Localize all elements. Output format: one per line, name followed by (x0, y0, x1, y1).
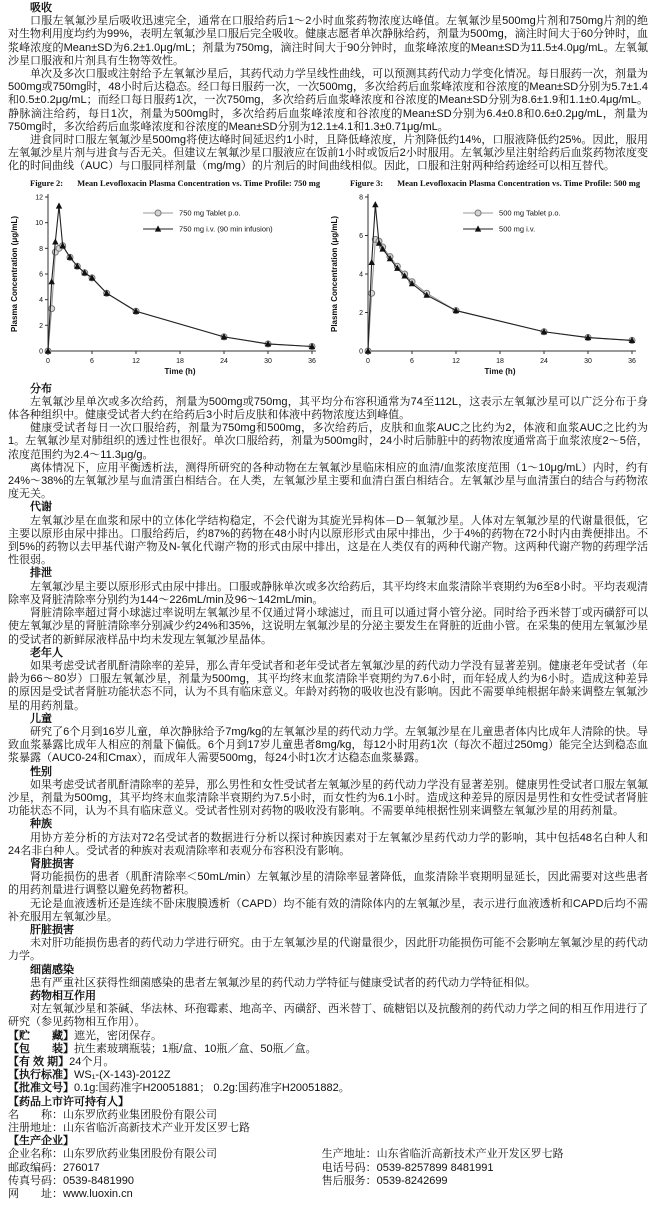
figure-2-label: Figure 2: (30, 177, 64, 188)
svg-text:2: 2 (39, 322, 43, 330)
svg-text:Plasma Concentration (μg/mL): Plasma Concentration (μg/mL) (10, 215, 19, 332)
standard-line (8, 1069, 648, 1082)
packaging-label: 【包 装】 (8, 1042, 74, 1055)
manufacturer-right-column (322, 1148, 648, 1201)
holder-name-value: 山东罗欣药业集团股份有限公司 (63, 1108, 217, 1121)
svg-text:Time (h): Time (h) (164, 366, 196, 376)
approval-number-line (8, 1082, 648, 1095)
svg-text:18: 18 (176, 357, 184, 365)
svg-text:24: 24 (220, 357, 228, 365)
svg-text:6: 6 (90, 357, 94, 365)
figure-3 (328, 178, 648, 383)
figure-3-title (328, 178, 648, 189)
section-heading-distribution: 分布 (30, 382, 52, 395)
absorption-paragraph-3: 进食同时口服左氧氟沙星500mg将使达峰时间延迟约1小时，且降低峰浓度，片剂降低约14%，口服液降低约25%。因此，服用左氧氟沙星片剂与进食与否无关。但建议左氧氟沙星口服液应在饭前1小时或饭后2小时服用。左氧氟沙星注射给药后血浆药物浓度变化的时间曲线（AUC）与口服同样剂量（mg/mg）的片剂后的时间曲线相似。因此，口服和注射两种给药途经可以相互替代。 (8, 134, 648, 173)
production-address-value: 山东省临沂高新技术产业开发区罗七路 (376, 1148, 564, 1161)
distribution-paragraph-1: 左氧氟沙星单次或多次给药，剂量为500mg或750mg，其平均分布容积通常为74至112L，这表示左氧氟沙星可以广泛分布于身体各种组织中。健康受试者大约在给药后3小时后皮肤和体液中药物浓度达到峰值。 (8, 395, 648, 422)
website-value: www.luoxin.cn (63, 1188, 133, 1201)
metabolism-paragraph-1: 左氧氟沙星在血浆和尿中的立体化学结构稳定，不会代谢为其旋光异构体－D－氧氟沙星。人体对左氧氟沙星的代谢量很低，它主要以原形由尿中排出。口服给药后，约87%的药物在48小时内以原形形式由尿中排出，少于4%的药物在72小时内由粪便排出。不到5%的药物以去甲基代谢产物及N-氧化代谢产物的形式由尿中排出，这是在人类仅有的两种代谢产物。这两种代谢产物的药理学活性很弱。 (8, 514, 648, 567)
absorption-paragraph-2: 单次及多次口服或注射给予左氧氟沙星后，其药代动力学呈线性曲线，可以预测其药代动力学变化情况。每日服药一次，剂量为500mg或750mg时，48小时后达稳态。经口每日服药一次，一次500mg，多次给药后血浆峰浓度和谷浓度的Mean±SD分别为5.7±1.4和0.5±0.2μg/mL；而经口每日服药1次，一次750mg，多次给药后血浆峰浓度和谷浓度的Mean±SD分别为8.6±1.9和1.1±0.4μg/mL。静脉滴注给药，每日1次，剂量为500mg时，多次给药后血浆峰浓度和谷浓度的Mean±SD分别为6.4±0.8和0.6±0.2μg/mL，剂量为750mg时，多次给药后血浆峰浓度和谷浓度的Mean±SD分别为12.1±4.1和1.3±0.71μg/mL。 (8, 68, 648, 133)
holder-address-line (8, 1122, 648, 1135)
figure-3-caption: Mean Levofloxacin Plasma Concentration vs. Time Profile: 500 mg (397, 177, 641, 188)
validity-line (8, 1056, 648, 1069)
svg-text:36: 36 (308, 357, 316, 365)
fax-label: 传真号码： (8, 1174, 63, 1187)
svg-text:12: 12 (452, 357, 460, 365)
svg-text:750 mg i.v. (90 min infusion): 750 mg i.v. (90 min infusion) (179, 224, 273, 234)
manufacturer-info-columns (8, 1148, 648, 1201)
children-paragraph-1: 研究了6个月到16岁儿童，单次静脉给予7mg/kg的左氧氟沙星的药代动力学。左氧氟沙星在儿童患者体内比成年人清除的快。导致血浆暴露比成年人相应的剂量下偏低。6个月到17岁儿童患者8mg/kg，每12小时用药1次（每次不超过250mg）能完全达到稳态血浆暴露（AUC0-24和Cmax），而成年人需要500mg，每24小时1次才达稳态血浆暴露。 (8, 725, 648, 765)
figure-3-chart (328, 189, 644, 383)
svg-text:500 mg i.v.: 500 mg i.v. (499, 224, 536, 234)
storage-line (8, 1030, 648, 1043)
svg-text:0: 0 (366, 357, 370, 365)
company-name-line (8, 1148, 322, 1161)
approval-number-value: 0.1g:国药准字H20051881； 0.2g:国药准字H20051882。 (74, 1082, 350, 1095)
figure-2-caption: Mean Levofloxacin Plasma Concentration vs. Time Profile: 750 mg (77, 177, 321, 188)
svg-text:30: 30 (264, 357, 272, 365)
svg-text:Time (h): Time (h) (484, 366, 516, 376)
packaging-value: 抗生素玻璃瓶装；1瓶/盒、10瓶／盒、50瓶／盒。 (74, 1042, 317, 1055)
figure-2 (8, 178, 328, 383)
renal-impairment-paragraph-1: 肾功能损伤的患者（肌酐清除率＜50mL/min）左氧氟沙星的清除率显著降低，血浆清除半衰期明显延长，因此需要对这些患者的用药剂量进行调整以避免药物蓄积。 (8, 871, 648, 897)
svg-text:8: 8 (359, 194, 363, 202)
svg-text:24: 24 (540, 357, 548, 365)
svg-text:18: 18 (496, 357, 504, 365)
svg-text:4: 4 (39, 296, 43, 304)
postcode-value: 276017 (63, 1161, 100, 1174)
section-heading-race: 种族 (30, 818, 52, 831)
holder-name-label: 名 称： (8, 1108, 63, 1121)
svg-text:6: 6 (39, 271, 43, 279)
svg-text:36: 36 (628, 357, 636, 365)
standard-label: 【执行标准】 (8, 1069, 74, 1082)
hepatic-impairment-paragraph-1: 未对肝功能损伤患者的药代动力学进行研究。由于左氧氟沙星的代谢量很少，因此肝功能损伤可能不会影响左氧氟沙星的药代动力学。 (8, 937, 648, 963)
holder-address-value: 山东省临沂高新技术产业开发区罗七路 (63, 1122, 250, 1135)
svg-text:Plasma Concentration (μg/mL): Plasma Concentration (μg/mL) (330, 215, 339, 332)
phone-value: 0539-8257899 8481991 (376, 1161, 494, 1174)
gender-paragraph-1: 如果考虑受试者肌酐清除率的差异，那么男性和女性受试者左氧氟沙星的药代动力学没有显著差别。健康男性受试者口服左氧氟沙星，剂量为500mg，其平均终末血浆清除半衰期约为7.5小时，而女性约为6.1小时。造成这种差异的原因是男性和女性受试者肾脏功能状态不同，认为不具有临床意义。受试者性别对药物的吸收没有影响。不需要单纯根据性别来调整左氧氟沙星的用药剂量。 (8, 778, 648, 818)
svg-text:750 mg Tablet p.o.: 750 mg Tablet p.o. (179, 208, 241, 218)
distribution-paragraph-2: 健康受试者每日一次口服给药，剂量为750mg和500mg，多次给药后，皮肤和血浆AUC之比约为2，体液和血浆AUC之比约为1。左氧氟沙星对肺组织的透过性也很好。单次口服给药，剂量为500mg时，24小时后肺脏中的药物浓度通常高于血浆浓度2～5倍，浓度范围约为2.4～11.3μg/g。 (8, 422, 648, 461)
excretion-paragraph-2: 肾脏清除率超过肾小球滤过率说明左氧氟沙星不仅通过肾小球滤过，而且可以通过肾小管分泌。同时给予西米替丁或丙磺舒可以使左氧氟沙星的肾脏清除率分别减少约24%和35%，这说明左氧氟沙星的分泌主要发生在肾脏的近曲小管。在采集的使用左氧氟沙星的受试者的新鲜尿液样品中均未发现左氧氟沙星晶体。 (8, 607, 648, 646)
svg-text:30: 30 (584, 357, 592, 365)
section-heading-metabolism: 代谢 (30, 501, 52, 514)
figure-2-title (8, 178, 328, 189)
drug-interactions-paragraph-1: 对左氧氟沙星和茶碱、华法林、环孢霉素、地高辛、丙磺舒、西米替丁、硫糖铝以及抗酸剂的药代动力学之间的相互作用进行了研究（参见药物相互作用）。 (8, 1003, 648, 1029)
after-sales-value: 0539-8242699 (376, 1174, 448, 1187)
fax-value: 0539-8481990 (63, 1174, 134, 1187)
section-heading-drug-interactions: 药物相互作用 (30, 989, 96, 1002)
holder-name-line (8, 1109, 648, 1122)
svg-text:6: 6 (359, 232, 363, 240)
production-address-line (322, 1148, 648, 1161)
phone-label: 电话号码： (321, 1161, 377, 1174)
website-label: 网 址： (8, 1188, 63, 1201)
validity-label: 【有 效 期】 (8, 1056, 70, 1068)
figures-row (8, 178, 648, 383)
elderly-paragraph-1: 如果考虑受试者肌酐清除率的差异，那么青年受试者和老年受试者左氧氟沙星的药代动力学没有显著差别。健康老年受试者（年龄为66～80岁）口服左氧氟沙星，剂量为500mg，其平均终末血浆清除半衰期约为7.6小时，而年轻成人约为6小时。造成这种差异的原因是受试者肾脏功能状态不同，认为不具有临床意义。年龄对药物的吸收也没有影响。因此不需要单纯根据年龄来调整左氧氟沙星的用药剂量。 (8, 659, 648, 712)
company-name-value: 山东罗欣药业集团股份有限公司 (63, 1148, 217, 1161)
svg-text:0: 0 (359, 348, 363, 356)
svg-text:6: 6 (410, 357, 414, 365)
bacterial-infection-paragraph-1: 患有严重社区获得性细菌感染的患者左氧氟沙星的药代动力学特征与健康受试者的药代动力学特征相似。 (30, 976, 536, 989)
excretion-paragraph-1: 左氧氟沙星主要以原形形式由尿中排出。口服或静脉单次或多次给药后，其平均终末血浆清除半衰期约为6至8小时。平均表观清除率及肾脏清除率分别约为144～226mL/min及96～142mL/min。 (8, 580, 648, 606)
svg-text:500 mg Tablet p.o.: 500 mg Tablet p.o. (499, 208, 561, 218)
storage-label: 【贮 藏】 (8, 1029, 74, 1042)
holder-address-label: 注册地址： (8, 1122, 63, 1135)
section-heading-gender: 性别 (30, 765, 52, 778)
race-paragraph-1: 用协方差分析的方法对72名受试者的数据进行分析以探讨种族因素对于左氧氟沙星药代动力学的影响，其中包括48名白种人和24名非白种人。受试者的种族对表观清除率和表观分布容积没有影响。 (8, 831, 648, 857)
svg-text:2: 2 (359, 309, 363, 317)
figure-2-chart (8, 189, 324, 383)
section-heading-children: 儿童 (30, 712, 52, 725)
section-heading-excretion: 排泄 (30, 567, 52, 580)
figure-3-label: Figure 3: (350, 177, 384, 188)
validity-value: 24个月。 (69, 1056, 115, 1068)
section-heading-elderly: 老年人 (30, 646, 63, 659)
after-sales-line (322, 1175, 648, 1188)
production-address-label: 生产地址： (321, 1148, 377, 1161)
company-name-label: 企业名称： (8, 1148, 63, 1161)
postcode-label: 邮政编码： (8, 1161, 63, 1174)
standard-value: WS₁-(X-143)-2012Z (74, 1069, 171, 1082)
section-heading-absorption: 吸收 (30, 2, 52, 14)
absorption-paragraph-1: 口服左氧氟沙星后吸收迅速完全，通常在口服给药后1～2小时血浆药物浓度达峰值。左氧氟沙星500mg片剂和750mg片剂的绝对生物利用度均约为99%，表明左氧氟沙星口服后完全吸收。健康志愿者单次静脉给药，剂量为500mg，滴注时间大于60分钟时，血浆峰浓度的Mean±SD为6.2±1.0μg/mL；剂量为750mg，滴注时间大于90分钟时，血浆峰浓度的Mean±SD为11.5±4.0μg/mL。左氧氟沙星口服液和片剂具有生物等效性。 (8, 15, 648, 67)
svg-text:4: 4 (359, 271, 363, 279)
phone-line (322, 1162, 648, 1175)
fax-line (8, 1175, 322, 1188)
distribution-paragraph-3: 离体情况下，应用平衡透析法，测得所研究的各种动物在左氧氟沙星临床相应的血清/血浆浓度范围（1～10μg/mL）内时，约有24%～38%的左氧氟沙星与血清蛋白相结合。在人类，左氧氟沙星主要和血清白蛋白相结合。左氧氟沙星与血清蛋白的结合与药物浓度无关。 (8, 461, 648, 501)
approval-number-label: 【批准文号】 (8, 1082, 74, 1095)
section-heading-renal-impairment: 肾脏损害 (30, 857, 74, 870)
packaging-line (8, 1043, 648, 1056)
manufacturer-heading: 【生产企业】 (8, 1135, 74, 1148)
postcode-line (8, 1162, 322, 1175)
renal-impairment-paragraph-2: 无论是血液透析还是连续不卧床腹膜透析（CAPD）均不能有效的清除体内的左氧氟沙星，表示进行血液透析和CAPD后均不需补充服用左氧氟沙星。 (8, 897, 648, 923)
svg-text:10: 10 (35, 219, 43, 227)
section-heading-hepatic-impairment: 肝脏损害 (30, 923, 74, 936)
svg-text:12: 12 (132, 357, 140, 365)
svg-text:0: 0 (46, 357, 50, 365)
manufacturer-left-column (8, 1148, 322, 1201)
after-sales-label: 售后服务： (321, 1174, 377, 1187)
section-heading-bacterial-infection: 细菌感染 (30, 963, 74, 976)
svg-text:12: 12 (35, 194, 43, 202)
svg-text:8: 8 (39, 245, 43, 253)
storage-value: 遮光，密闭保存。 (74, 1029, 162, 1042)
svg-text:0: 0 (39, 348, 43, 356)
website-line (8, 1188, 322, 1201)
holder-heading: 【药品上市许可持有人】 (8, 1095, 129, 1108)
